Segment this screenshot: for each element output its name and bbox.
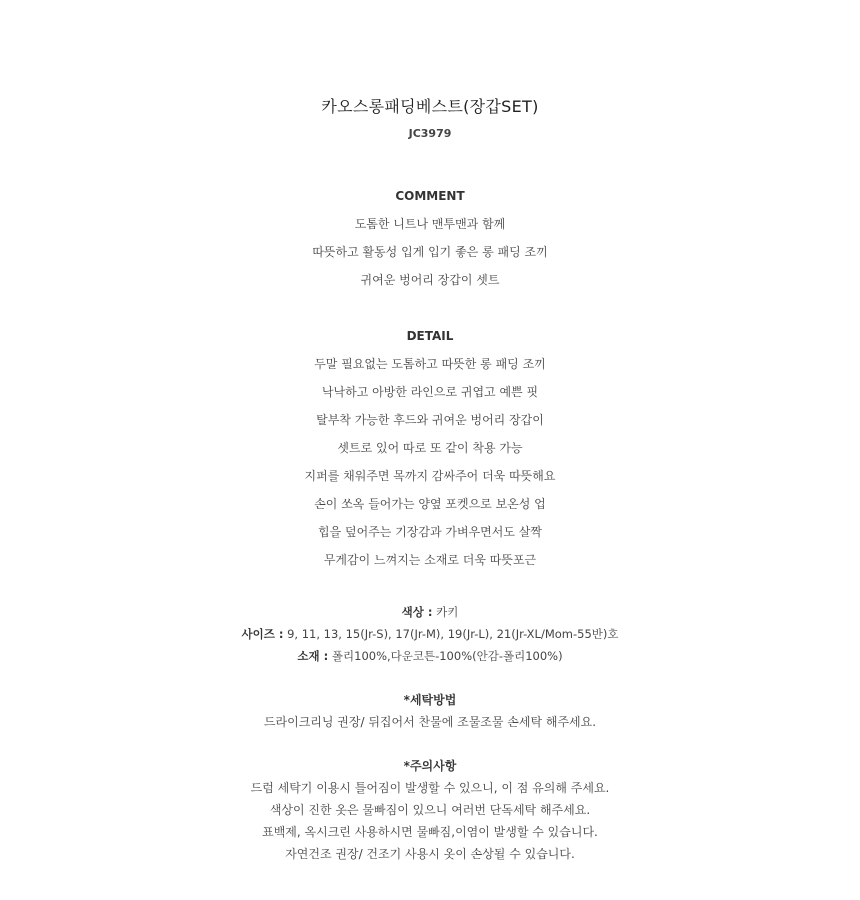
comment-heading: COMMENT [395,189,465,203]
washing-line: 드라이크리닝 권장/ 뒤집어서 찬물에 조물조물 손세탁 해주세요. [263,715,597,729]
detail-line: 두말 필요없는 도톰하고 따뜻한 롱 패딩 조끼 [314,357,546,371]
comment-line: 따뜻하고 활동성 입게 입기 좋은 롱 패딩 조끼 [312,245,548,259]
caution-line: 표백제, 옥시크린 사용하시면 물빠짐,이염이 발생할 수 있습니다. [262,825,598,839]
detail-line: 손이 쏘옥 들어가는 양옆 포켓으로 보온성 업 [314,497,546,511]
washing-heading: *세탁방법 [403,693,457,707]
detail-line: 셋트로 있어 따로 또 같이 착용 가능 [337,441,523,455]
caution-heading: *주의사항 [403,759,457,773]
detail-line: 무게감이 느껴지는 소재로 더욱 따뜻포근 [323,553,537,567]
color-label: 색상 : [401,605,433,619]
caution-line: 드럼 세탁기 이용시 틀어짐이 발생할 수 있으니, 이 점 유의해 주세요. [250,781,610,795]
detail-heading: DETAIL [406,329,454,343]
caution-line: 자연건조 권장/ 건조기 사용시 옷이 손상될 수 있습니다. [285,847,575,861]
size-label: 사이즈 : [241,627,284,641]
size-spec [0,624,860,644]
detail-line: 지퍼를 채워주면 목까지 감싸주어 더욱 따뜻해요 [304,469,556,483]
comment-line: 도톰한 니트나 맨투맨과 함께 [354,217,506,231]
product-code: JC3979 [408,127,452,140]
comment-line: 귀여운 벙어리 장갑이 셋트 [360,273,500,287]
caution-line: 색상이 진한 옷은 물빠짐이 있으니 여러번 단독세탁 해주세요. [269,803,591,817]
size-value: 9, 11, 13, 15(Jr-S), 17(Jr-M), 19(Jr-L), 21(Jr-XL/Mom-55반)호 [287,627,619,641]
detail-line: 힙을 덮어주는 기장감과 가벼우면서도 살짝 [318,525,542,539]
detail-line: 탈부착 가능한 후드와 귀여운 벙어리 장갑이 [316,413,544,427]
detail-line: 낙낙하고 아방한 라인으로 귀엽고 예쁜 핏 [321,385,539,399]
color-spec [0,602,860,622]
product-title: 카오스롱패딩베스트(장갑SET) [321,97,539,116]
material-value: 폴리100%,다운코튼-100%(안감-폴리100%) [331,649,563,663]
material-spec [0,646,860,666]
color-value: 카키 [436,605,459,619]
material-label: 소재 : [297,649,329,663]
